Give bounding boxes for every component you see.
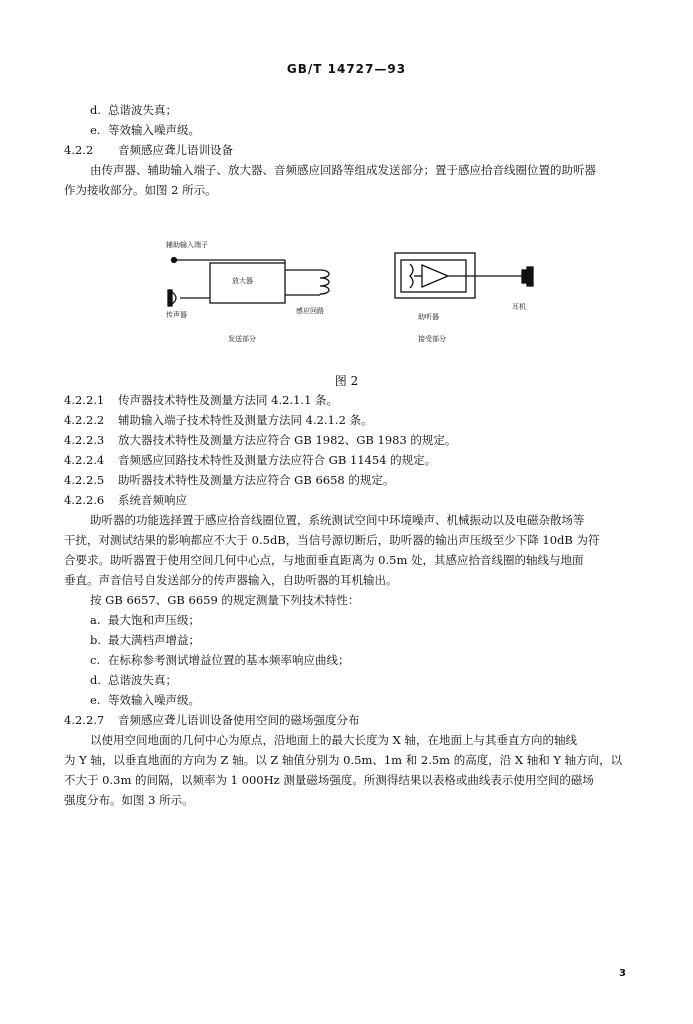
item-marker: e. <box>90 693 101 707</box>
clause <box>64 412 373 428</box>
receive-part-label: 接受部分 <box>418 335 446 343</box>
clause-text: 系统音频响应 <box>118 493 187 507</box>
clause <box>64 452 436 468</box>
figure-2 <box>150 230 550 350</box>
clause-number: 4.2.2.6 <box>64 493 105 507</box>
clause-number: 4.2.2.5 <box>64 473 105 487</box>
item-text: 总谐波失真； <box>108 103 177 117</box>
earphone-label: 耳机 <box>512 303 526 311</box>
section-number: 4.2.2 <box>64 143 94 157</box>
clause-text: 音频感应回路技术特性及测量方法应符合 GB 11454 的规定。 <box>118 453 437 467</box>
hearing-aid-label: 助听器 <box>418 313 439 321</box>
item-text: 最大满档声增益； <box>108 633 200 647</box>
page-header: GB/T 14727—93 <box>286 62 407 76</box>
paragraph-line: 由传声器、辅助输入端子、放大器、音频感应回路等组成发送部分；置于感应拾音线圈位置的助听器 <box>90 163 596 177</box>
item-marker: b. <box>90 633 102 647</box>
induction-loop-label: 感应回路 <box>296 307 324 315</box>
amplifier-label: 放大器 <box>232 277 253 285</box>
paragraph-line: 作为接收部分。如图 2 所示。 <box>64 183 217 197</box>
clause-text: 音频感应聋儿语训设备使用空间的磁场强度分布 <box>118 713 360 727</box>
list-item <box>90 692 200 708</box>
paragraph-line: 干扰，对测试结果的影响都应不大于 0.5dB，当信号源切断后，助听器的输出声压级至少下降 10dB 为符 <box>64 533 600 547</box>
item-text: 等效输入噪声级。 <box>108 123 200 137</box>
clause-text: 放大器技术特性及测量方法应符合 GB 1982、GB 1983 的规定。 <box>118 433 457 447</box>
clause <box>64 712 360 728</box>
list-item <box>90 652 350 668</box>
paragraph-line: 不大于 0.3m 的间隔，以频率为 1 000Hz 测量磁场强度。所测得结果以表格或曲线表示使用空间的磁场 <box>64 773 594 787</box>
item-text: 在标称参考测试增益位置的基本频率响应曲线； <box>108 653 350 667</box>
item-text: 最大饱和声压级； <box>108 613 200 627</box>
item-text: 等效输入噪声级。 <box>108 693 200 707</box>
clause-text: 传声器技术特性及测量方法同 4.2.1.1 条。 <box>118 393 339 407</box>
paragraph-line: 助听器的功能选择置于感应拾音线圈位置，系统测试空间中环境噪声、机械振动以及电磁杂散场等 <box>90 513 585 527</box>
paragraph-line: 以使用空间地面的几何中心为原点，沿地面上的最大长度为 X 轴，在地面上与其垂直方向的轴线 <box>90 733 577 747</box>
page-number: 3 <box>619 968 626 979</box>
list-item <box>90 632 200 648</box>
item-marker: e. <box>90 123 101 137</box>
aux-input-label: 辅助输入端子 <box>166 241 208 249</box>
send-part-label: 发送部分 <box>228 335 256 343</box>
paragraph-line: 为 Y 轴，以垂直地面的方向为 Z 轴。以 Z 轴值分别为 0.5m、1m 和 2.5m 的高度，沿 X 轴和 Y 轴方向，以 <box>64 753 623 767</box>
section-title: 音频感应聋儿语训设备 <box>118 143 233 157</box>
section-heading <box>64 142 233 158</box>
item-marker: d. <box>90 673 102 687</box>
clause <box>64 492 187 508</box>
clause-number: 4.2.2.7 <box>64 713 105 727</box>
figure-caption: 图 2 <box>334 374 359 388</box>
paragraph-line: 合要求。助听器置于使用空间几何中心点，与地面垂直距离为 0.5m 处，其感应拾音线圈的轴线与地面 <box>64 553 584 567</box>
clause <box>64 472 394 488</box>
clause <box>64 432 456 448</box>
paragraph-line: 强度分布。如图 3 所示。 <box>64 793 194 807</box>
list-item <box>90 672 177 688</box>
clause-number: 4.2.2.4 <box>64 453 105 467</box>
clause-number: 4.2.2.2 <box>64 413 105 427</box>
clause-number: 4.2.2.1 <box>64 393 105 407</box>
item-text: 总谐波失真； <box>108 673 177 687</box>
item-marker: a. <box>90 613 101 627</box>
clause-text: 辅助输入端子技术特性及测量方法同 4.2.1.2 条。 <box>118 413 373 427</box>
paragraph-line: 按 GB 6657、GB 6659 的规定测量下列技术特性： <box>90 593 360 607</box>
microphone-label: 传声器 <box>166 311 187 319</box>
list-item <box>90 102 177 118</box>
list-item <box>90 612 200 628</box>
clause-text: 助听器技术特性及测量方法应符合 GB 6658 的规定。 <box>118 473 395 487</box>
clause <box>64 392 338 408</box>
block-diagram <box>150 230 550 350</box>
clause-number: 4.2.2.3 <box>64 433 105 447</box>
list-item <box>90 122 200 138</box>
item-marker: c. <box>90 653 101 667</box>
paragraph-line: 垂直。声音信号自发送部分的传声器输入，自助听器的耳机输出。 <box>64 573 398 587</box>
item-marker: d. <box>90 103 102 117</box>
